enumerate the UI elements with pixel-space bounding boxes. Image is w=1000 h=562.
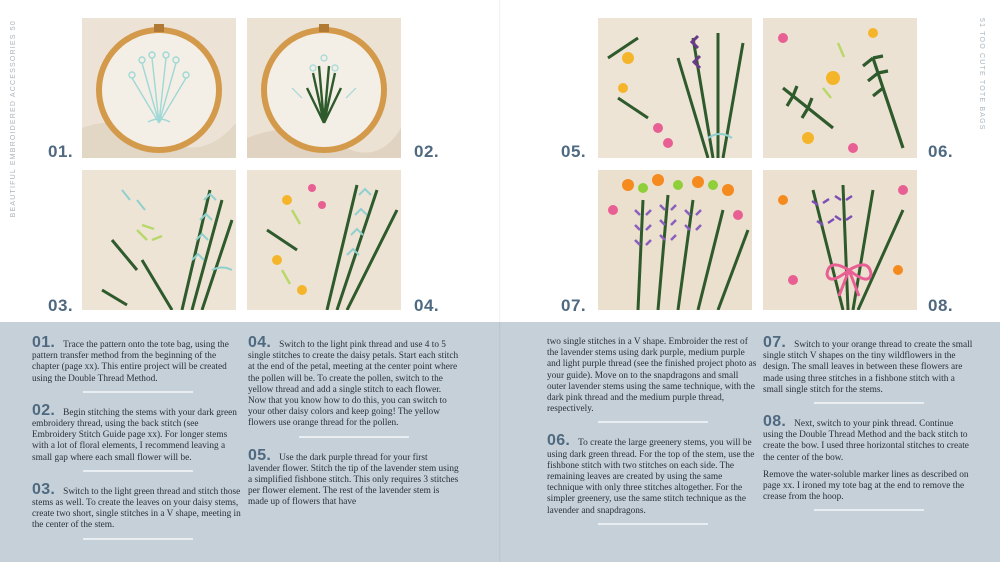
instructions-column-3 [547,337,759,537]
step-05-continued: two single stitches in a V shape. Embroider the rest of the lavender stems using dark purple, medium purple and light purple thread (see the finished project photo as your guide). Move on to the snapdragons and small outer lavender stems using the same technique, with the dark pink thread and the medium purple thread, respectively. [547,337,757,415]
step-04-text: Switch to the light pink thread and use 4 to 5 single stitches to create the daisy petals. Start each stitch at the end of the petal, meeting at the center point where the pollen will be. To create the pollen, switch to the yellow thread and add a single stitch to each flower. Now that you know how to do this, you can switch to your other daisy colors and keep going! The yellow flowers use orange thread for the pollen. [248,340,459,429]
step-04-number: 04. [248,334,272,351]
step-photo-03 [82,170,236,310]
step-02-paragraph [32,401,244,464]
divider-rule [814,402,924,404]
running-head-right: 51 TOO CUTE TOTE BAGS [978,18,985,131]
step-07-paragraph [763,334,975,396]
divider-rule [814,509,924,511]
step-05-text: Use the dark purple thread for your first lavender flower. Stitch the tip of the lavender stem using a simplified fishbone stitch. This only requires 3 stitches per flower element. The rest of the lavender stem is made up of flowers that have [248,452,459,508]
instructions-column-4 [763,334,975,523]
step-label-01: 01. [48,142,74,161]
step-08-number: 08. [763,413,787,431]
divider-rule [598,523,708,525]
step-08-extra: Remove the water-soluble marker lines as described on page xx. I ironed my tote bag at the end to remove the crease from the hoop. [763,469,969,503]
divider-rule [299,436,409,438]
step-label-05: 05. [561,142,587,161]
step-photo-05 [598,18,752,158]
step-07-number: 07. [763,334,787,351]
step-06-paragraph [547,432,759,516]
step-photo-06 [763,18,917,158]
step-label-03: 03. [48,296,74,315]
step-label-07: 07. [561,296,587,315]
step-08-paragraph [763,413,975,464]
step-01-number: 01. [32,334,56,351]
step-photo-08 [763,170,917,310]
step-photo-02 [247,18,401,158]
step-label-02: 02. [414,142,440,161]
step-photo-04 [247,170,401,310]
step-08-text: Next, switch to your pink thread. Continue using the Double Thread Method and the back stitch to create the bow. I used three horizontal stitches to create the center of the bow. [763,419,969,463]
page-gutter [499,0,501,562]
step-06-number: 06. [547,432,571,450]
step-01-text: Trace the pattern onto the tote bag, using the pattern transfer method from the beginning of the chapter (page xx). This entire project will be created using the Double Thread Method. [32,340,229,384]
step-label-08: 08. [928,296,954,315]
step-07-text: Switch to your orange thread to create the small single stitch V shapes on the tiny wildflowers in the design. The small leaves in between these flowers are made using three stitches in a fishbone stitch with a small single stitch for the stems. [763,340,973,395]
instructions-column-2 [248,334,460,515]
step-05-paragraph [248,446,460,509]
running-head-left: BEAUTIFUL EMBROIDERED ACCESSORIES 50 [10,20,17,218]
step-04-paragraph [248,334,460,430]
step-03-paragraph [32,480,244,532]
step-02-number: 02. [32,401,56,419]
divider-rule [598,421,708,423]
step-06-text: To create the large greenery stems, you will be using dark green thread. For the top of the stem, use the fishbone stitch with two stitches on each side. The remaining leaves are created by using the same technique with only three stitches altogether. For the simpler greenery, use the same stitch technique as the lavender and snapdragons. [547,438,755,516]
step-label-04: 04. [414,296,440,315]
step-01-paragraph [32,334,244,385]
divider-rule [83,391,193,393]
divider-rule [83,470,193,472]
step-02-text: Begin stitching the stems with your dark green embroidery thread, using the back stitch (see Embroidery Stitch Guide page xx). For longer stems with a lot of floral elements, I recommend leaving a small gap where each small flower will be. [32,407,237,463]
step-photo-01 [82,18,236,158]
step-photo-07 [598,170,752,310]
step-label-06: 06. [928,142,954,161]
step-05-number: 05. [248,446,272,464]
step-03-number: 03. [32,480,56,498]
step-03-text: Switch to the light green thread and stitch those stems as well. To create the leaves on your daisy stems, create two short, single stitches in a V shape, meeting in the center of the stem. [32,486,241,531]
divider-rule [83,538,193,540]
instructions-column-1 [32,334,244,552]
